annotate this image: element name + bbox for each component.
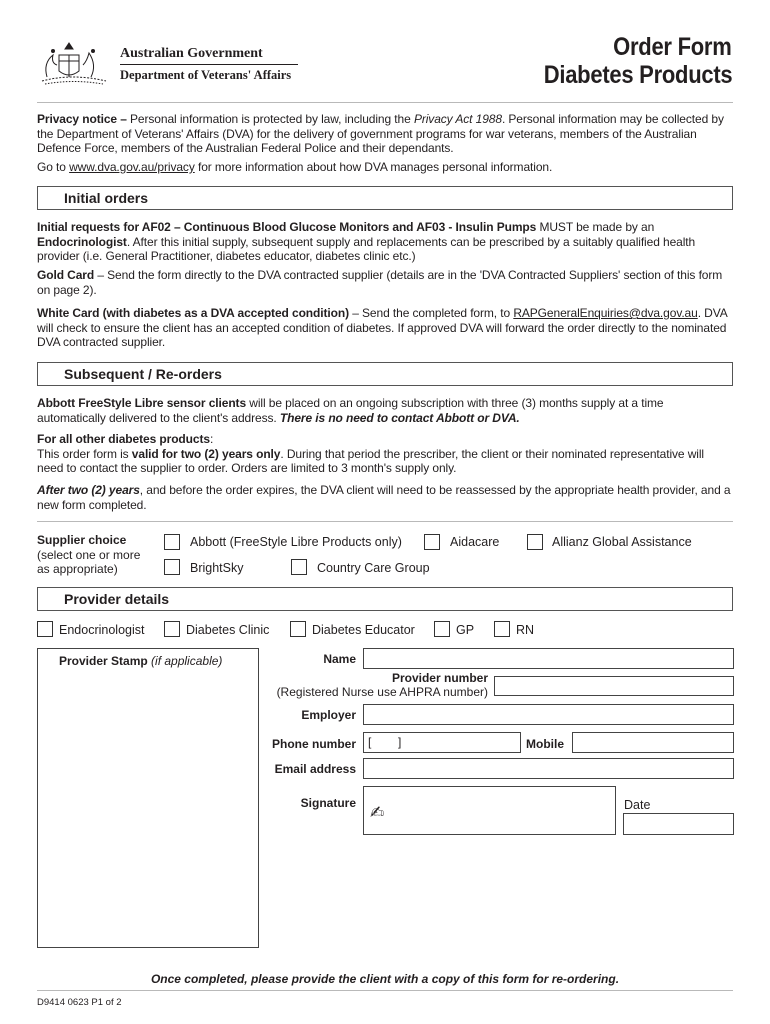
section-heading: Provider details (64, 591, 170, 607)
provider-gp-checkbox[interactable] (434, 621, 450, 637)
divider (37, 102, 733, 103)
provider-rn-label: RN (516, 623, 535, 637)
mobile-field[interactable] (572, 732, 734, 753)
supplier-abbott-label: Abbott (FreeStyle Libre Products only) (190, 535, 402, 549)
section-subsequent-orders (37, 362, 733, 386)
dept-name: Department of Veterans' Affairs (120, 68, 292, 82)
signature-pen-icon: ✍ (370, 803, 385, 823)
form-code: D9414 0623 P1 of 2 (37, 997, 122, 1008)
email-address-field[interactable] (363, 758, 734, 779)
privacy-link[interactable]: www.dva.gov.au/privacy (69, 160, 195, 174)
provider-diabetes-clinic-label: Diabetes Clinic (186, 623, 270, 637)
signature-field[interactable] (363, 786, 616, 835)
form-title-line2: Diabetes Products (543, 61, 732, 89)
phone-area-code-brackets: [ ] (368, 735, 402, 749)
section-heading: Initial orders (64, 190, 149, 206)
provider-number-field[interactable] (494, 676, 734, 696)
provider-stamp-label: Provider Stamp (if applicable) (59, 654, 223, 668)
section-initial-orders (37, 186, 733, 210)
provider-stamp-box[interactable] (37, 648, 259, 948)
form-title-line1: Order Form (613, 33, 732, 61)
divider (37, 521, 733, 522)
provider-diabetes-educator-label: Diabetes Educator (312, 623, 415, 637)
provider-diabetes-educator-checkbox[interactable] (290, 621, 306, 637)
footer-note: Once completed, please provide the client with a copy of this form for re-ordering. (150, 972, 620, 986)
provider-number-sublabel: (Registered Nurse use AHPRA number) (276, 685, 488, 699)
other-products-text: For all other diabetes products: This order form is valid for two (2) years only. During that period the prescriber, the client or their nominated representative will need to contact the supplier to order. Orders are limited to 3 month's supply only. (37, 432, 704, 476)
white-card-text: White Card (with diabetes as a DVA accepted condition) – Send the completed form, to RAPGeneralEnquiries@dva.gov.au. DVA will check to ensure the client has an accepted condition of diabetes. If approved DVA will forward the order directly to the nominated DVA contracted supplier. (37, 306, 728, 350)
provider-endocrinologist-checkbox[interactable] (37, 621, 53, 637)
phone-number-label: Phone number (271, 737, 356, 751)
privacy-notice: Privacy notice – Personal information is protected by law, including the Privacy Act 1988. Personal information may be collected by the Department of Veterans' Affairs (DVA) for the delivery of government programs for war veterans, members of the Australian Defence Force, members of the Australian Federal Police and their dependants. (37, 112, 724, 156)
after-two-years-text: After two (2) years, and before the order expires, the DVA client will need to be reassessed by the appropriate health provider, and a new form completed. (37, 483, 731, 512)
gold-card-text: Gold Card – Send the form directly to the DVA contracted supplier (details are in the 'DVA Contracted Suppliers' section of this form on page 2). (37, 268, 723, 297)
provider-diabetes-clinic-checkbox[interactable] (164, 621, 180, 637)
supplier-brightsky-label: BrightSky (190, 561, 244, 575)
employer-label: Employer (301, 708, 356, 722)
provider-rn-checkbox[interactable] (494, 621, 510, 637)
section-provider-details (37, 587, 733, 611)
phone-number-field[interactable] (363, 732, 521, 753)
name-field[interactable] (363, 648, 734, 669)
email-address-label: Email address (274, 762, 356, 776)
supplier-aidacare-checkbox[interactable] (424, 534, 440, 550)
supplier-brightsky-checkbox[interactable] (164, 559, 180, 575)
header-divider (120, 64, 298, 65)
supplier-countrycare-checkbox[interactable] (291, 559, 307, 575)
name-label: Name (323, 652, 356, 666)
supplier-countrycare-label: Country Care Group (317, 561, 430, 575)
privacy-goto: Go to www.dva.gov.au/privacy for more information about how DVA manages personal information. (37, 160, 553, 174)
mobile-label: Mobile (526, 737, 564, 751)
supplier-allianz-checkbox[interactable] (527, 534, 543, 550)
supplier-choice-label: Supplier choice (select one or more as appropriate) (37, 533, 141, 576)
date-field[interactable] (623, 813, 734, 835)
provider-endocrinologist-label: Endocrinologist (59, 623, 145, 637)
date-label: Date (624, 798, 651, 812)
privacy-label: Privacy notice – (37, 112, 127, 126)
initial-requests-text: Initial requests for AF02 – Continuous Blood Glucose Monitors and AF03 - Insulin Pumps MUST be made by an Endocrinologist. After this initial supply, subsequent supply and replacements can be prescribed by a suitably qualified health provider (i.e. General Practitioner, diabetes educator, diabetes clinic etc.) (37, 220, 696, 264)
employer-field[interactable] (363, 704, 734, 725)
divider (37, 990, 733, 991)
coat-of-arms-logo (37, 37, 111, 87)
provider-gp-label: GP (456, 623, 475, 637)
supplier-aidacare-label: Aidacare (450, 535, 500, 549)
section-heading: Subsequent / Re-orders (64, 366, 222, 382)
supplier-allianz-label: Allianz Global Assistance (552, 535, 692, 549)
gov-name: Australian Government (120, 46, 263, 61)
signature-label: Signature (300, 796, 356, 810)
supplier-abbott-checkbox[interactable] (164, 534, 180, 550)
abbott-text: Abbott FreeStyle Libre sensor clients will be placed on an ongoing subscription with three (3) months supply at a time automatically delivered to the client's address. There is no need to contact Abbott or DVA. (37, 396, 664, 425)
privacy-act: Privacy Act 1988 (413, 112, 502, 126)
white-card-email-link[interactable]: RAPGeneralEnquiries@dva.gov.au (513, 306, 698, 320)
provider-number-label: Provider number (391, 671, 488, 685)
